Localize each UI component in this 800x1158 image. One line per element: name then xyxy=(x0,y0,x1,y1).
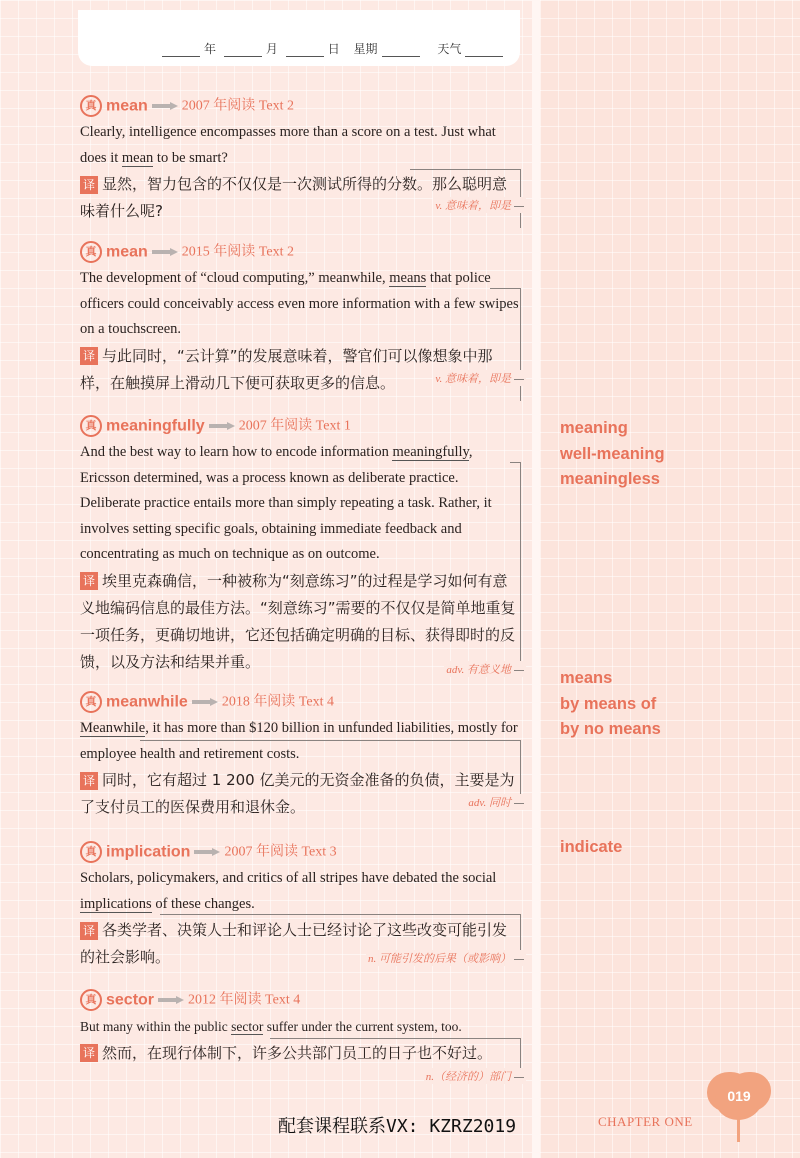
arrow-icon xyxy=(209,422,235,430)
arrow-icon xyxy=(192,698,218,706)
english-sentence: Meanwhile, it has more than $120 billion in unfunded liabilities, mostly for employee health and retirement costs. xyxy=(80,720,518,762)
related-word: meaningless xyxy=(560,470,660,488)
highlighted-word: meaningfully xyxy=(392,444,469,460)
entry-mean-2007 xyxy=(80,94,520,225)
footer-contact-note: 配套课程联系VX: KZRZ2019 xyxy=(278,1116,517,1137)
highlighted-word: Meanwhile xyxy=(80,720,146,736)
english-sentence: Clearly, intelligence encompasses more than a score on a test. Just what does it mean to be smart? xyxy=(80,124,496,166)
yi-badge: 译 xyxy=(80,772,98,790)
gloss: adv. 同时 xyxy=(466,794,526,810)
gloss: n. 可能引发的后果（或影响） xyxy=(366,950,526,966)
related-word: well-meaning xyxy=(560,444,665,463)
arrow-icon xyxy=(152,248,178,256)
entry-source: 2007 年阅读 Text 1 xyxy=(238,418,351,434)
entry-source: 2007 年阅读 Text 2 xyxy=(181,98,294,114)
english-sentence: But many within the public sector suffer under the current system, too. xyxy=(80,1019,462,1034)
weather-label: 天气 xyxy=(437,42,462,56)
arrow-icon xyxy=(152,102,178,110)
gloss: adv. 有意义地 xyxy=(444,661,526,677)
related-words-mean xyxy=(560,416,665,493)
related-word: means xyxy=(560,669,613,687)
highlighted-word: sector xyxy=(231,1019,264,1034)
gloss: v. 意味着，即是 xyxy=(433,197,526,213)
entry-word: meaningfully xyxy=(106,417,205,435)
zhen-badge: 真 xyxy=(80,95,102,117)
chinese-translation: 译 埃里克森确信，一种被称为“刻意练习”的过程是学习如何有意义地编码信息的最佳方法。“刻意练习”需要的不仅仅是简单地重复一项任务，更确切地讲，它还包括确定明确的目标、获得即时的反馈，以及方法和结果并重。 xyxy=(80,571,516,671)
year-label: 年 xyxy=(204,42,217,56)
related-word: by means of xyxy=(560,694,657,713)
chinese-translation: 译 同时，它有超过 1 200 亿美元的无资金准备的负债，主要是为了支付员工的医保费用和退休金。 xyxy=(80,771,515,816)
entry-word: mean xyxy=(106,243,148,261)
arrow-icon xyxy=(158,996,184,1004)
related-words-means xyxy=(560,666,661,743)
related-word: meaning xyxy=(560,419,628,437)
english-sentence: And the best way to learn how to encode information meaningfully, Ericsson determined, was a process known as deliberate practice. Deliberate practice entails more than simply repeating a task. Rather, it involves setting specific goals, obtaining immediate feedback and concentrating as much on technique as on outcome. xyxy=(80,444,492,562)
zhen-badge: 真 xyxy=(80,241,102,263)
related-words-implication xyxy=(560,835,622,861)
english-sentence: Scholars, policymakers, and critics of all stripes have debated the social implications of these changes. xyxy=(80,870,497,912)
entry-source: 2012 年阅读 Text 4 xyxy=(188,992,301,1008)
gloss: n.（经济的）部门 xyxy=(424,1068,526,1084)
page-number-badge xyxy=(715,1076,763,1122)
zhen-badge: 真 xyxy=(80,841,102,863)
gloss-bracket xyxy=(510,462,521,668)
entry-source: 2007 年阅读 Text 3 xyxy=(224,844,337,860)
entry-word: meanwhile xyxy=(106,693,188,711)
chinese-translation: 译 与此同时，“云计算”的发展意味着，警官们可以像想象中那样，在触摸屏上滑动几下便可获取更多的信息。 xyxy=(80,346,493,392)
entry-source: 2015 年阅读 Text 2 xyxy=(181,244,294,260)
chinese-translation: 译 各类学者、决策人士和评论人士已经讨论了这些改变可能引发的社会影响。 xyxy=(80,921,508,966)
entry-meaningfully xyxy=(80,414,520,676)
entry-word: sector xyxy=(106,991,155,1009)
gloss: v. 意味着，即是 xyxy=(433,370,526,386)
zhen-badge: 真 xyxy=(80,415,102,437)
month-label: 月 xyxy=(265,42,278,56)
zhen-badge: 真 xyxy=(80,691,102,713)
page-number: 019 xyxy=(727,1088,751,1104)
date-header xyxy=(78,10,520,66)
highlighted-word: implications xyxy=(80,895,152,912)
chinese-translation: 译 然而，在现行体制下，许多公共部门员工的日子也不好过。 xyxy=(80,1040,520,1067)
side-strip xyxy=(532,0,800,1158)
yi-badge: 译 xyxy=(80,572,98,590)
day-label: 日 xyxy=(327,42,340,56)
yi-badge: 译 xyxy=(80,922,98,940)
entry-mean-2015 xyxy=(80,240,520,397)
chinese-translation: 译 显然，智力包含的不仅仅是一次测试所得的分数。那么聪明意味着什么呢? xyxy=(80,175,508,220)
arrow-icon xyxy=(194,848,220,856)
related-word: by no means xyxy=(560,720,661,738)
entry-word: implication xyxy=(106,843,191,861)
entry-source: 2018 年阅读 Text 4 xyxy=(221,694,334,710)
weekday-label: 星期 xyxy=(353,42,378,56)
entry-sector xyxy=(80,988,520,1083)
related-word: indicate xyxy=(560,838,623,856)
yi-badge: 译 xyxy=(80,347,98,365)
chapter-label: CHAPTER ONE xyxy=(598,1114,693,1129)
gloss-bracket xyxy=(140,740,521,801)
entry-implication xyxy=(80,840,520,971)
english-sentence: The development of “cloud computing,” meanwhile, means that police officers could conceivably access even more information with a few swipes on a touchscreen. xyxy=(80,270,519,337)
yi-badge: 译 xyxy=(80,176,98,194)
entry-meanwhile xyxy=(80,690,520,821)
highlighted-word: mean xyxy=(121,149,154,166)
entry-word: mean xyxy=(106,97,148,115)
zhen-badge: 真 xyxy=(80,989,102,1011)
yi-badge: 译 xyxy=(80,1044,98,1062)
highlighted-word: means xyxy=(389,270,427,286)
